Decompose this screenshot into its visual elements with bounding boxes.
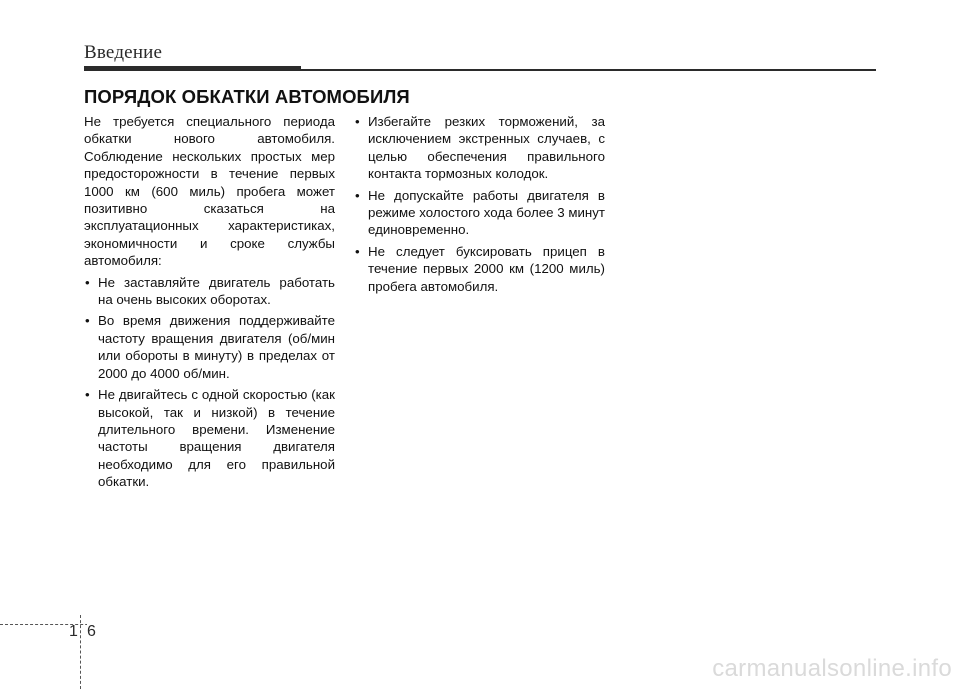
page-heading: ПОРЯДОК ОБКАТКИ АВТОМОБИЛЯ [84,86,410,107]
list-item [354,243,605,295]
bullet-icon: • [355,243,360,259]
list-item [354,113,605,183]
list-item [84,274,335,309]
chapter-number: 1 [69,623,78,640]
right-column [354,113,605,295]
bullet-icon: • [355,187,360,203]
bullet-icon: • [85,387,90,403]
section-title: Введение [84,42,163,63]
right-bullet-list [354,113,605,295]
header-rule-thin [301,69,876,71]
bullet-icon: • [85,274,90,290]
header-rule-thick [84,66,301,71]
list-item-text: Во время движения поддерживайте частоту вращения двигателя (об/мин или обороты в минуту) в пределах от 2000 до 4000 об/мин. [98,313,335,381]
watermark: carmanualsonline.info [712,655,952,682]
list-item [354,187,605,239]
list-item [84,312,335,382]
list-item-text: Не следует буксировать прицеп в течение первых 2000 км (1200 миль) пробега автомобиля. [368,243,605,294]
left-column [84,113,335,491]
list-item-text: Не двигайтесь с одной скоростью (как высокой, так и низкой) в течение длительного времени. Изменение частоты вращения двигателя необходимо для его правильной обкатки. [98,387,335,490]
bullet-icon: • [85,313,90,329]
intro-paragraph: Не требуется специального периода обкатки нового автомобиля. Соблюдение нескольких простых мер предосторожности в течение первых 1000 км (600 миль) пробега может позитивно сказаться на эксплуатационных характеристиках, экономичности и сроке службы автомобиля: [84,114,335,269]
page-number: 6 [87,623,960,689]
crop-mark-vertical [80,615,81,689]
left-bullet-list [84,274,335,491]
list-item [84,386,335,490]
list-item-text: Избегайте резких торможений, за исключением экстренных случаев, с целью обеспечения правильного контакта тормозных колодок. [368,114,605,182]
list-item-text: Не допускайте работы двигателя в режиме холостого хода более 3 минут единовременно. [368,187,605,238]
bullet-icon: • [355,114,360,129]
list-item-text: Не заставляйте двигатель работать на очень высоких оборотах. [98,274,335,308]
